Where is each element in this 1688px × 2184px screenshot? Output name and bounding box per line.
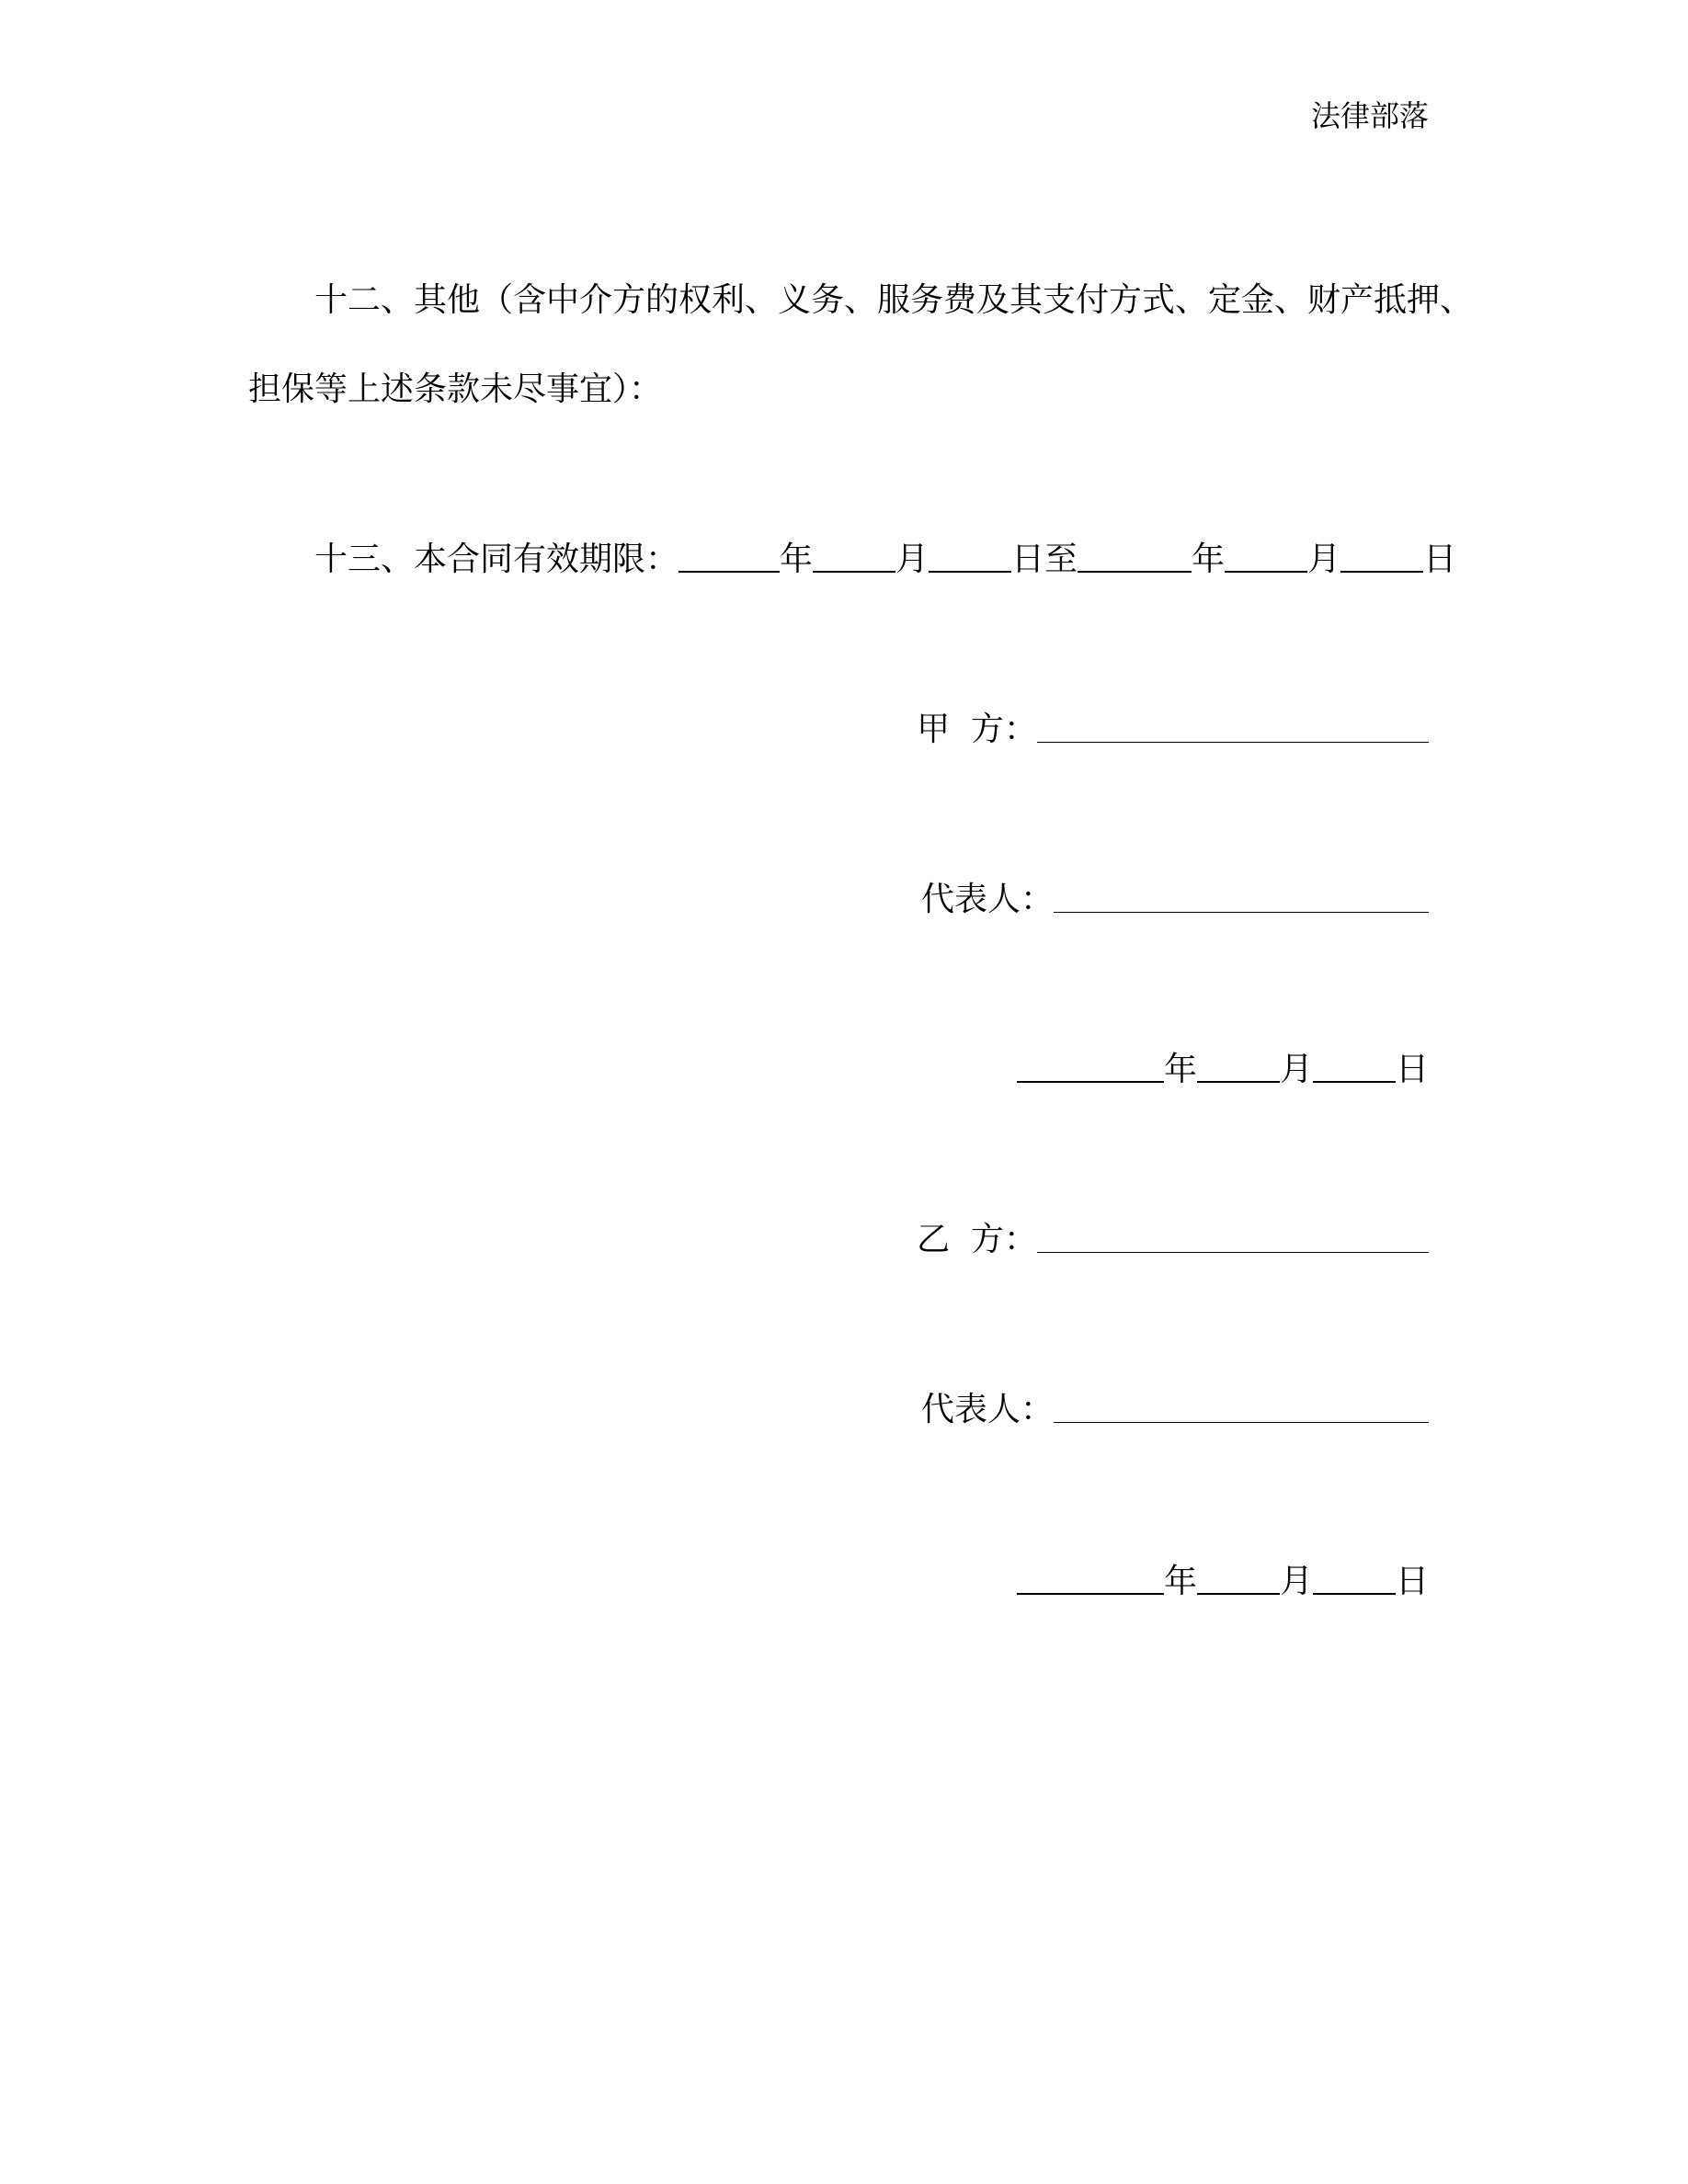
party-a-date-month-label: 月 <box>1279 1051 1313 1088</box>
party-b-name-line[interactable] <box>1037 1221 1429 1253</box>
clause-12-text-line-2: 担保等上述条款未尽事宜）： <box>248 370 663 408</box>
party-a-label: 甲 方： <box>917 711 1037 748</box>
party-a-representative-label: 代表人： <box>920 881 1054 918</box>
party-a-date-month-blank[interactable] <box>1197 1050 1280 1083</box>
page-header-source: 法律部落 <box>1310 98 1429 133</box>
party-b-representative-line[interactable] <box>1054 1391 1429 1423</box>
party-b-label: 乙 方： <box>917 1221 1037 1258</box>
party-a-signature-row <box>917 708 1429 752</box>
start-year-label: 年 <box>780 540 814 578</box>
party-b-date-day-blank[interactable] <box>1313 1562 1396 1595</box>
start-month-label: 月 <box>895 540 930 578</box>
party-b-date-day-label: 日 <box>1395 1563 1429 1600</box>
party-a-date-year-blank[interactable] <box>1017 1050 1164 1083</box>
party-b-representative-label: 代表人： <box>920 1391 1054 1428</box>
end-day-label: 日 <box>1423 540 1457 578</box>
start-day-to-label: 日至 <box>1011 540 1078 578</box>
party-b-signature-row <box>917 1218 1429 1262</box>
clause-12-text-line-1: 十二、其他（含中介方的权利、义务、服务费及其支付方式、定金、财产抵押、 <box>314 281 1474 319</box>
end-month-blank[interactable] <box>1225 540 1307 573</box>
party-a-date-row <box>1017 1048 1429 1092</box>
party-b-date-year-label: 年 <box>1163 1563 1197 1600</box>
party-a-representative-row <box>921 878 1429 922</box>
party-b-representative-row <box>921 1388 1429 1432</box>
party-a-representative-line[interactable] <box>1054 881 1429 913</box>
clause-13-prefix: 十三、本合同有效期限： <box>314 540 679 578</box>
party-b-date-month-blank[interactable] <box>1197 1562 1280 1595</box>
end-month-label: 月 <box>1307 540 1341 578</box>
party-b-date-row <box>1017 1560 1429 1604</box>
start-year-blank[interactable] <box>679 540 780 573</box>
party-a-name-line[interactable] <box>1037 711 1429 743</box>
end-year-blank[interactable] <box>1078 540 1192 573</box>
end-day-blank[interactable] <box>1340 540 1423 573</box>
party-a-date-year-label: 年 <box>1163 1051 1197 1088</box>
party-a-date-day-label: 日 <box>1395 1051 1429 1088</box>
clause-13-validity-period <box>248 538 1457 582</box>
start-day-blank[interactable] <box>929 540 1011 573</box>
party-a-date-day-blank[interactable] <box>1313 1050 1396 1083</box>
party-b-date-month-label: 月 <box>1279 1563 1313 1600</box>
end-year-label: 年 <box>1192 540 1226 578</box>
party-b-date-year-blank[interactable] <box>1017 1562 1164 1595</box>
start-month-blank[interactable] <box>813 540 895 573</box>
